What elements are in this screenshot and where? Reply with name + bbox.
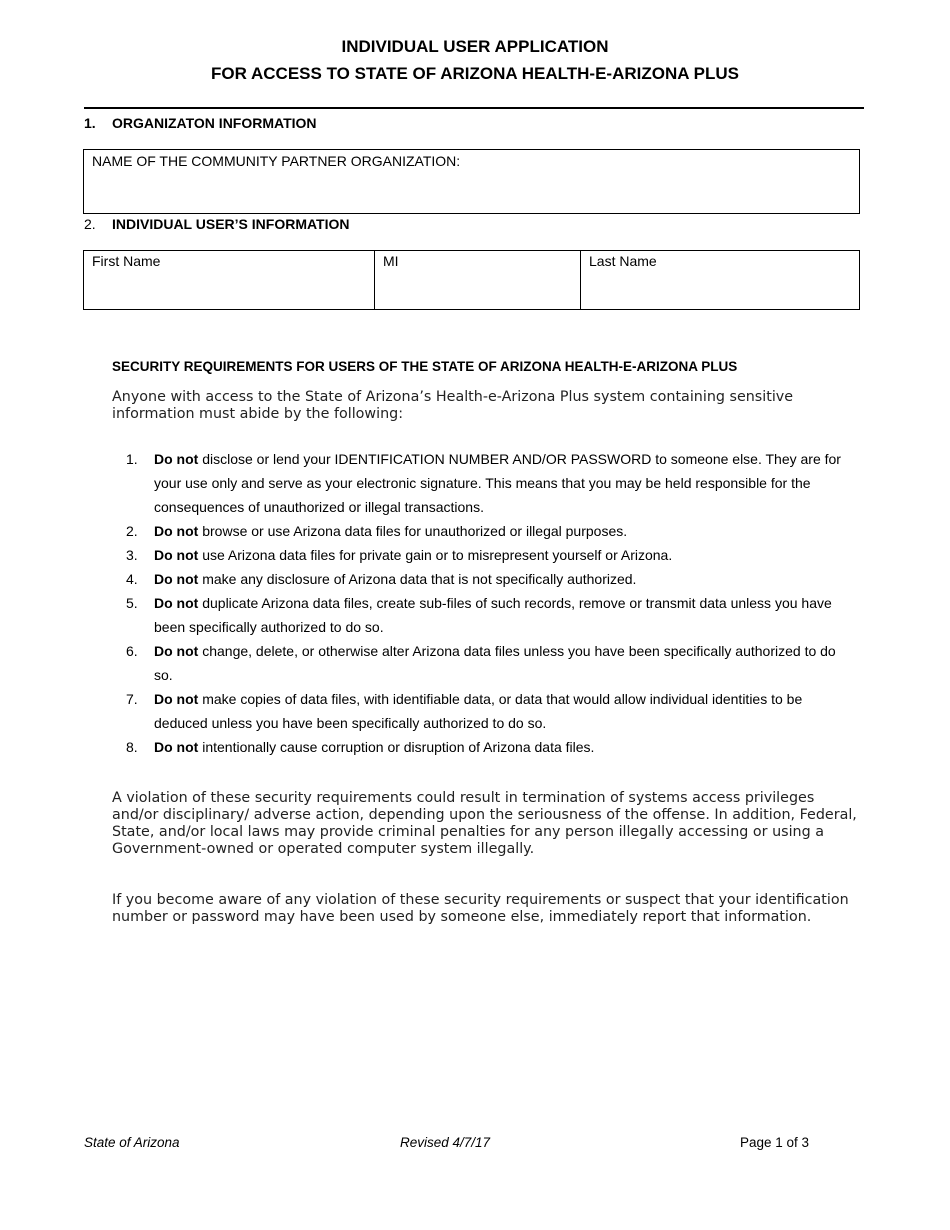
- section2-number: 2.: [84, 216, 96, 232]
- list-item: [122, 591, 857, 639]
- rule-text: make copies of data files, with identifiable data, or data that would allow individual identities to be deduced unless you have been specifically authorized to do so.: [154, 691, 803, 731]
- user-info-table: [83, 250, 860, 310]
- footer-page-number: Page 1 of 3: [740, 1135, 810, 1150]
- rule-number: 8.: [126, 739, 138, 755]
- rule-text: change, delete, or otherwise alter Arizona data files unless you have been specifically authorized to do so.: [154, 643, 836, 683]
- last-name-label: Last Name: [589, 253, 657, 269]
- rule-number: 3.: [126, 547, 138, 563]
- rule-text: disclose or lend your IDENTIFICATION NUMBER AND/OR PASSWORD to someone else. They are for your use only and serve as your electronic signature. This means that you may be held responsible for the consequences of unauthorized or illegal transactions.: [154, 451, 841, 515]
- middle-initial-field[interactable]: [375, 251, 581, 310]
- header-divider: [84, 107, 864, 109]
- middle-initial-label: MI: [383, 253, 399, 269]
- rule-text: browse or use Arizona data files for unauthorized or illegal purposes.: [198, 523, 628, 539]
- security-rules-list: [122, 447, 857, 759]
- list-item: [122, 543, 857, 567]
- rule-lead: Do not: [154, 571, 199, 587]
- footer-organization: State of Arizona: [84, 1135, 180, 1150]
- rule-number: 1.: [126, 451, 138, 467]
- rule-number: 4.: [126, 571, 138, 587]
- rule-text: intentionally cause corruption or disruption of Arizona data files.: [198, 739, 595, 755]
- document-title-line2: FOR ACCESS TO STATE OF ARIZONA HEALTH-E-ARIZONA PLUS: [211, 64, 739, 83]
- rule-lead: Do not: [154, 643, 199, 659]
- list-item: [122, 735, 857, 759]
- rule-text: make any disclosure of Arizona data that is not specifically authorized.: [198, 571, 637, 587]
- rule-text: use Arizona data files for private gain or to misrepresent yourself or Arizona.: [198, 547, 673, 563]
- rule-lead: Do not: [154, 547, 199, 563]
- rule-lead: Do not: [154, 523, 199, 539]
- org-name-field[interactable]: [83, 149, 860, 214]
- footer-revision: Revised 4/7/17: [400, 1135, 491, 1150]
- violation-paragraph: A violation of these security requirements could result in termination of systems access privileges and/or disciplinary/ adverse action, depending upon the seriousness of the offense. In addition, Federal, State, and/or local laws may provide criminal penalties for any person illegally accessing or using a Government-owned or operated computer system illegally.: [112, 790, 857, 857]
- rule-lead: Do not: [154, 451, 199, 467]
- rule-number: 6.: [126, 643, 138, 659]
- list-item: [122, 519, 857, 543]
- last-name-field[interactable]: [581, 251, 860, 310]
- section1-heading: [84, 115, 317, 131]
- rule-number: 7.: [126, 691, 138, 707]
- rule-lead: Do not: [154, 595, 199, 611]
- org-name-label: NAME OF THE COMMUNITY PARTNER ORGANIZATION:: [92, 153, 461, 169]
- rule-number: 5.: [126, 595, 138, 611]
- first-name-label: First Name: [92, 253, 161, 269]
- rule-number: 2.: [126, 523, 138, 539]
- rule-lead: Do not: [154, 691, 199, 707]
- section2-heading: [84, 216, 350, 232]
- list-item: [122, 567, 857, 591]
- list-item: [122, 447, 857, 519]
- section1-number: 1.: [84, 115, 96, 131]
- list-item: [122, 639, 857, 687]
- rule-text: duplicate Arizona data files, create sub-files of such records, remove or transmit data unless you have been specifically authorized to do so.: [154, 595, 832, 635]
- section2-title: INDIVIDUAL USER’S INFORMATION: [112, 216, 350, 232]
- list-item: [122, 687, 857, 735]
- security-requirements-title: SECURITY REQUIREMENTS FOR USERS OF THE STATE OF ARIZONA HEALTH-E-ARIZONA PLUS: [112, 359, 738, 374]
- rule-lead: Do not: [154, 739, 199, 755]
- report-paragraph: If you become aware of any violation of these security requirements or suspect that your identification number or password may have been used by someone else, immediately report that information.: [112, 892, 849, 925]
- first-name-field[interactable]: [84, 251, 375, 310]
- security-intro: Anyone with access to the State of Arizona’s Health-e-Arizona Plus system containing sensitive information must abide by the following:: [112, 389, 794, 422]
- section1-title: ORGANIZATON INFORMATION: [112, 115, 317, 131]
- document-title-line1: INDIVIDUAL USER APPLICATION: [341, 37, 609, 56]
